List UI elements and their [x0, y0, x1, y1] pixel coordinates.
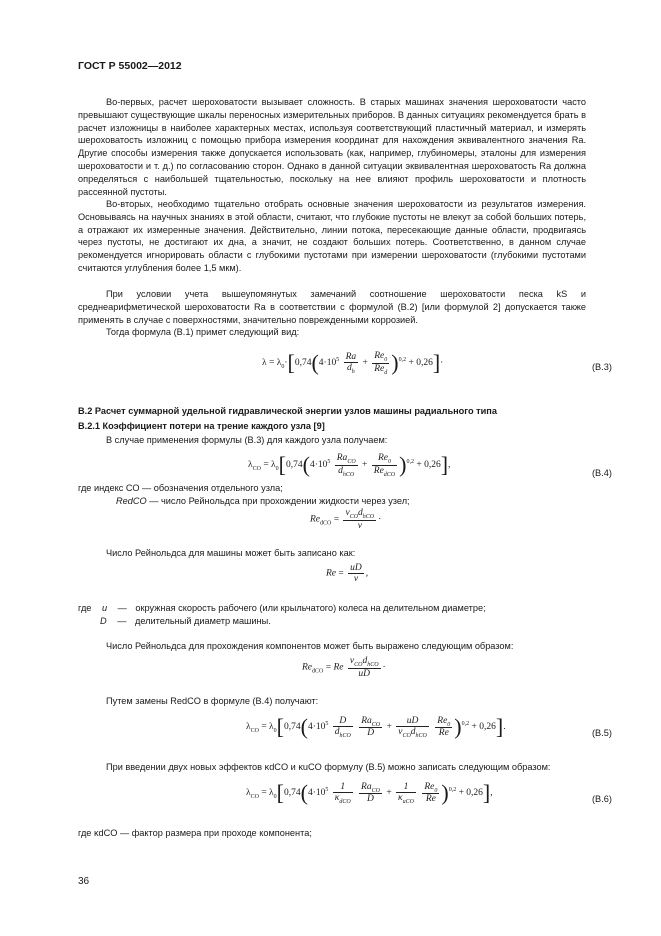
where-index-co: где индекс СО — обозначения отдельного узла; [78, 483, 283, 493]
equation-number-b6: (В.6) [592, 794, 612, 804]
equation-number-b3: (В.3) [592, 362, 612, 372]
where-redco-text: — число Рейнольдса при прохождении жидкости через узел; [149, 496, 410, 506]
formula-b3: $\lambda = \lambda_0\cdot[0,74(4\cdot 10^5$ $\frac{Ra}{d_h}$ + $\frac{Re_0}{Re_d}$ )$^{0,2}$ + 0,26]· [262, 350, 444, 376]
formula-re: Re = $\frac{uD}{\nu}$ , [326, 563, 369, 584]
d-symbol: D [100, 616, 107, 626]
where-prefix: где [78, 603, 92, 613]
paragraph-6: Число Рейнольдса для машины может быть записано как: [106, 548, 356, 558]
u-symbol: u [101, 603, 108, 613]
paragraph-9: При введении двух новых эффектов κdCO и κuCO формулу (В.5) можно записать следующим образом: [106, 762, 551, 772]
section-heading-b2: В.2 Расчет суммарной удельной гидравлической энергии узлов машины радиального типа [78, 406, 497, 416]
where-redco [116, 496, 410, 506]
paragraph-8: Путем замены RedCO в формуле (В.4) получают: [106, 696, 319, 706]
paragraph-5: В случае применения формулы (В.3) для каждого узла получаем: [106, 435, 388, 445]
dash: — [117, 616, 127, 626]
formula-b5: $\lambda_{CO} = \lambda_0[0,74(4\cdot 10^5$ $\frac{D}{d_{hCO}}$ $\frac{Ra_{CO}}{D}$ + $\frac{uD}{v_{CO}d_{hCO}}$ $\frac{Re_0}{Re}$ )$^{0,2}$ + 0,26]. [246, 714, 506, 739]
equation-number-b4: (В.4) [592, 468, 612, 478]
where-kdco: где κdCO — фактор размера при проходе компонента; [78, 828, 312, 838]
redco-symbol: RedCO [116, 496, 147, 506]
formula-re-dco: $Re_{dCO}$ = $\frac{v_{CO}d_{hCO}}{\nu}$ · [310, 508, 382, 531]
where-d-line [100, 616, 271, 626]
paragraph-1: Во-первых, расчет шероховатости вызывает сложность. В старых машинах значения шероховатости часто превышают существующие шкалы переносных измерительных приборов. В данных ситуациях рекомендуется брать в расчет изложницы в наиболее характерных местах, используя соответствующий пластичный материал, и измерять шероховатость изложниц с помощью прибора измерения координат для нахождения эквивалентного значения Ra. Другие способы измерения также допускается использовать (как, например, глубиномеры, эталоны для измерения шероховатости и т. д.) по согласованию сторон. Однако в данной ситуации эквивалентная шероховатость Ra должна определяться с наибольшей тщательностью, поскольку на нее влияют профиль шероховатости и плотность рассеянной пустоты. [78, 97, 586, 197]
paragraph-7: Число Рейнольдса для прохождения компонентов может быть выражено следующим образом: [106, 641, 514, 651]
formula-b6: $\lambda_{CO} = \lambda_0[0,74(4\cdot 10^5$ $\frac{1}{\kappa_{dCO}}$ $\frac{Ra_{CO}}{D}$ + $\frac{1}{\kappa_{uCO}}$ $\frac{Re_0}{Re}$ )$^{0,2}$ + 0,26], [246, 780, 493, 805]
where-d-text: делительный диаметр машины. [134, 616, 271, 626]
paragraph-2: Во-вторых, необходимо тщательно отобрать основные значения шероховатости из результатов измерения. Основываясь на научных знаниях в этой области, считают, что глубокие пустоты не влекут за собой больших потерь, а отражают их измеренные значения. Действительно, линии потока, пересекающие данные области, продвигаясь через пустоты, не достигают их дна, а значит, не создают больших потерь. Соответственно, в данном случае рекомендуется игнорировать области с глубокими пустотами при измерении шероховатости (глубокими пустотами считаются углубления более 1,5 мкм). [78, 199, 586, 273]
formula-re-dco-2: $Re_{dCO} = Re$ $\frac{v_{CO}d_{hCO}}{uD}$ · [302, 656, 386, 679]
paragraph-4: Тогда формула (В.1) примет следующий вид: [106, 327, 300, 337]
paragraph-3: При условии учета вышеупомянутых замечаний соотношение шероховатости песка kS и среднеарифметической шероховатости Ra в соответствии с формулой (В.2) [или формулой 2] допускается также применять в случае с поверхностями, значительно поврежденными коррозией. [78, 289, 586, 325]
document-header: ГОСТ Р 55002—2012 [78, 60, 182, 72]
section-heading-b21: В.2.1 Коэффициент потери на трение каждого узла [9] [78, 421, 325, 431]
formula-b4: $\lambda_{CO} = \lambda_0[0,74(4\cdot 10^5$ $\frac{Ra_{CO}}{d_{hCO}}$ + $\frac{Re_0}{Re_{dCO}}$ )$^{0,2}$ + 0,26], [248, 452, 451, 478]
page-number: 36 [78, 876, 90, 887]
where-u-text: окружная скорость рабочего (или крыльчатого) колеса на делительном диаметре; [135, 603, 486, 613]
where-u-line [78, 603, 486, 613]
equation-number-b5: (В.5) [592, 728, 612, 738]
dash: — [117, 603, 127, 613]
